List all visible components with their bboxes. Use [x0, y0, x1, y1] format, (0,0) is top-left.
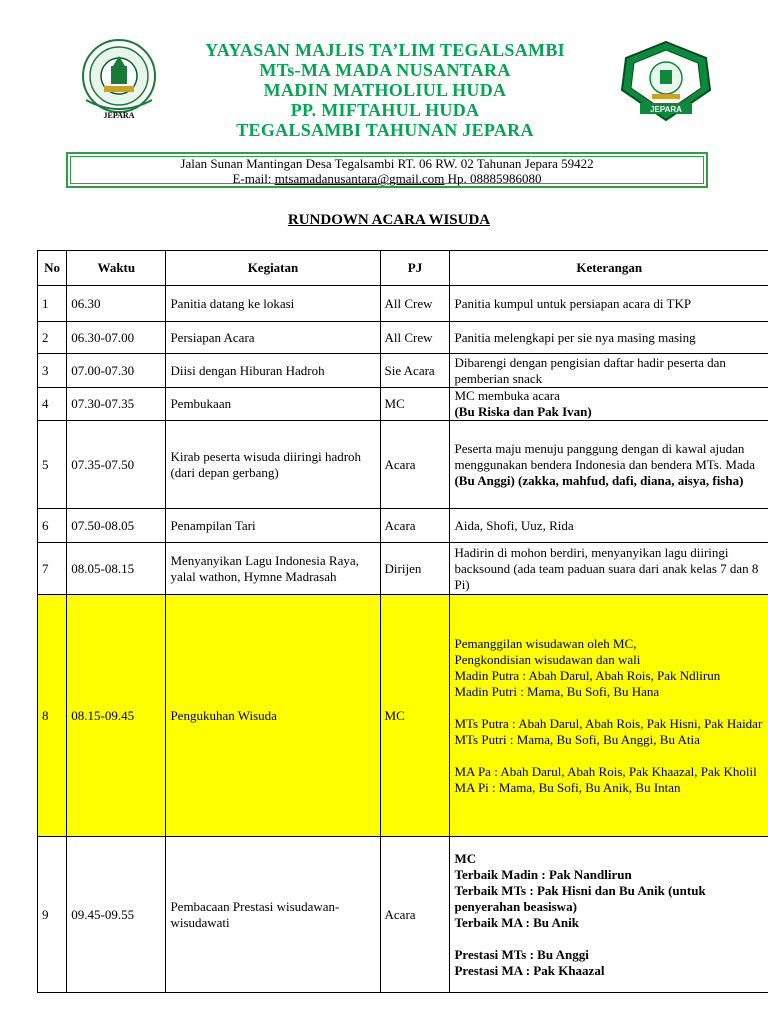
table-row [38, 421, 768, 509]
row-kegiatan: Penampilan Tari [166, 509, 380, 543]
keterangan-line: Madin Putra : Abah Darul, Abah Rois, Pak Ndlirun [454, 667, 721, 683]
title-line-3: MADIN MATHOLIUL HUDA [263, 80, 507, 100]
keterangan-line: Pemanggilan wisudawan oleh MC, [454, 635, 637, 651]
row-keterangan [450, 837, 768, 993]
row-pj: Acara [380, 421, 450, 509]
row-pj: All Crew [380, 286, 450, 322]
keterangan-line: (Bu Anggi) (zakka, mahfud, dafi, diana, aisya, fisha) [454, 472, 744, 488]
row-pj: Acara [380, 837, 450, 993]
table-row [38, 509, 768, 543]
keterangan-line: Panitia melengkapi per sie nya masing masing [454, 329, 696, 345]
row-kegiatan: Menyanyikan Lagu Indonesia Raya, yalal wathon, Hymne Madrasah [166, 543, 380, 595]
keterangan-line: MTs Putra : Abah Darul, Abah Rois, Pak Hisni, Pak Haidar [454, 715, 763, 731]
row-no: 1 [38, 286, 67, 322]
row-keterangan [450, 421, 768, 509]
row-waktu: 08.05-08.15 [67, 543, 166, 595]
row-pj: Sie Acara [380, 354, 450, 388]
row-keterangan [450, 388, 768, 421]
row-kegiatan: Kirab peserta wisuda diiringi hadroh (dari depan gerbang) [166, 421, 380, 509]
row-waktu: 08.15-09.45 [67, 595, 166, 837]
keterangan-line: MC membuka acara [454, 388, 560, 403]
row-keterangan [450, 322, 768, 354]
row-no: 2 [38, 322, 67, 354]
row-no: 6 [38, 509, 67, 543]
keterangan-line [454, 748, 764, 764]
row-keterangan [450, 286, 768, 322]
row-keterangan [450, 595, 768, 837]
title-line-2: MTs-MA MADA NUSANTARA [259, 60, 511, 80]
row-pj: MC [380, 595, 450, 837]
row-waktu: 07.30-07.35 [67, 388, 166, 421]
row-pj: All Crew [380, 322, 450, 354]
keterangan-line: Madin Putri : Mama, Bu Sofi, Bu Hana [454, 683, 660, 699]
phone-number: Hp. 08885986080 [447, 171, 542, 186]
row-waktu: 09.45-09.55 [67, 837, 166, 993]
document-title: RUNDOWN ACARA WISUDA [287, 212, 491, 228]
contact-line [68, 171, 706, 186]
address-line: Jalan Sunan Mantingan Desa Tegalsambi RT. 06 RW. 02 Tahunan Jepara 59422 [180, 156, 594, 171]
row-waktu: 07.00-07.30 [67, 354, 166, 388]
row-waktu: 07.50-08.05 [67, 509, 166, 543]
table-row [38, 543, 768, 595]
row-no: 8 [38, 595, 67, 837]
school-emblem-icon [618, 40, 714, 122]
header-keterangan: Keterangan [450, 251, 768, 286]
row-pj: MC [380, 388, 450, 421]
email-label: E-mail: [232, 171, 272, 186]
row-no: 3 [38, 354, 67, 388]
table-row [38, 837, 768, 993]
keterangan-line: Prestasi MA : Pak Khaazal [454, 962, 605, 978]
keterangan-line: MA Pa : Abah Darul, Abah Rois, Pak Khaazal, Pak Kholil [454, 763, 757, 779]
table-row [38, 388, 768, 421]
keterangan-line: Dibarengi dengan pengisian daftar hadir peserta dan pemberian snack [454, 354, 726, 386]
row-no: 4 [38, 388, 67, 421]
logo-left-text: JEPARA [103, 111, 135, 120]
table-row [38, 286, 768, 322]
header-waktu: Waktu [67, 251, 166, 286]
row-waktu: 06.30-07.00 [67, 322, 166, 354]
row-kegiatan: Panitia datang ke lokasi [166, 286, 380, 322]
keterangan-line [454, 931, 764, 947]
keterangan-line: MTs Putri : Mama, Bu Sofi, Bu Anggi, Bu Atia [454, 731, 700, 747]
row-keterangan [450, 543, 768, 595]
row-keterangan [450, 354, 768, 388]
logo-right-text: JEPARA [650, 105, 682, 114]
keterangan-line: Pengkondisian wisudawan dan wali [454, 651, 641, 667]
row-no: 7 [38, 543, 67, 595]
row-kegiatan: Pembacaan Prestasi wisudawan-wisudawati [166, 837, 380, 993]
keterangan-line: Terbaik Madin : Pak Nandlirun [454, 866, 632, 882]
row-keterangan [450, 509, 768, 543]
row-no: 5 [38, 421, 67, 509]
letterhead [0, 0, 768, 150]
foundation-logo-icon [78, 38, 160, 122]
rundown-table [37, 250, 768, 993]
row-kegiatan: Persiapan Acara [166, 322, 380, 354]
keterangan-line: Peserta maju menuju panggung dengan di kawal ajudan menggunakan bendera Indonesia dan bendera MTs. Mada [454, 440, 755, 472]
title-line-4: PP. MIFTAHUL HUDA [290, 100, 480, 120]
keterangan-line: Terbaik MTs : Pak Hisni dan Bu Anik (untuk penyerahan beasiswa) [454, 882, 706, 914]
header-pj: PJ [380, 251, 450, 286]
keterangan-line: MC [454, 850, 477, 866]
row-no: 9 [38, 837, 67, 993]
row-waktu: 06.30 [67, 286, 166, 322]
address-box [66, 152, 708, 188]
row-pj: Acara [380, 509, 450, 543]
header-no: No [38, 251, 67, 286]
row-kegiatan: Diisi dengan Hiburan Hadroh [166, 354, 380, 388]
title-line-5: TEGALSAMBI TAHUNAN JEPARA [236, 120, 534, 140]
table-header-row [38, 251, 768, 286]
header-kegiatan: Kegiatan [166, 251, 380, 286]
institution-titles [150, 40, 620, 140]
keterangan-line: Hadirin di mohon berdiri, menyanyikan lagu diiringi backsound (ada team paduan suara dari anak kelas 7 dan 8 Pi) [454, 544, 759, 592]
keterangan-line: Aida, Shofi, Uuz, Rida [454, 517, 574, 533]
keterangan-line: Terbaik MA : Bu Anik [454, 914, 579, 930]
table-row [38, 354, 768, 388]
keterangan-line: (Bu Riska dan Pak Ivan) [454, 404, 592, 419]
row-kegiatan: Pengukuhan Wisuda [166, 595, 380, 837]
keterangan-line [454, 700, 764, 716]
keterangan-line: Prestasi MTs : Bu Anggi [454, 946, 589, 962]
email-link[interactable]: mtsamadanusantara@gmail.com [274, 171, 445, 186]
row-waktu: 07.35-07.50 [67, 421, 166, 509]
row-pj: Dirijen [380, 543, 450, 595]
keterangan-line: MA Pi : Mama, Bu Sofi, Bu Anik, Bu Intan [454, 779, 681, 795]
table-row [38, 322, 768, 354]
row-kegiatan: Pembukaan [166, 388, 380, 421]
title-line-1: YAYASAN MAJLIS TA’LIM TEGALSAMBI [205, 40, 565, 60]
table-row [38, 595, 768, 837]
keterangan-line: Panitia kumpul untuk persiapan acara di TKP [454, 295, 692, 311]
